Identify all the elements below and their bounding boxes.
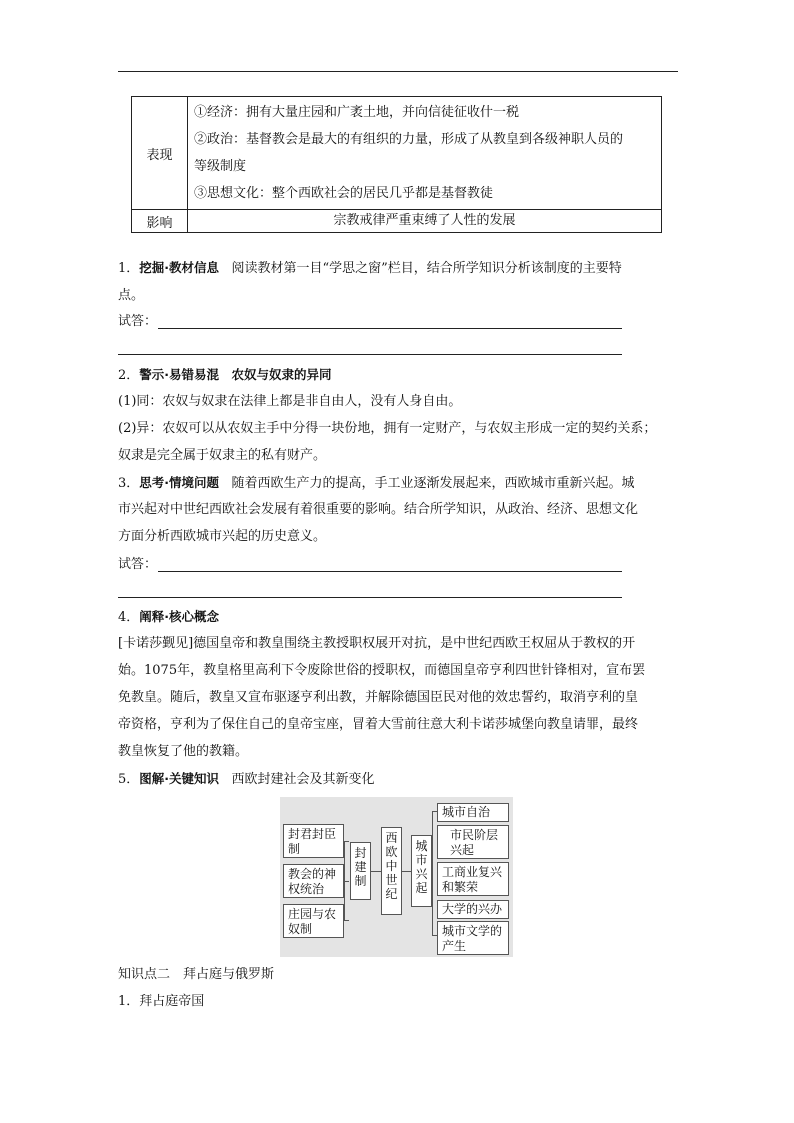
q1-text: 阅读教材第一目“学思之窗”栏目，结合所学知识分析该制度的主要特 [231,261,622,276]
section2-item1: 1．拜占庭帝国 [118,994,205,1009]
box-university: 大学的兴办 [437,900,509,919]
header-rule [118,71,678,72]
box-feudal-system: 封建制 [350,842,371,900]
q1-answer-label: 试答： [118,314,158,329]
box-lord-vassal: 封君封臣制 [283,824,344,858]
performance-line-4: ③思想文化：整个西欧社会的居民几乎都是基督教徒 [194,186,494,201]
q3-title: 思考·情境问题 [139,475,220,490]
q2-line-2: (2)异：农奴可以从农奴主手中分得一块份地，拥有一定财产，与农奴主形成一定的契约关系； [118,421,657,436]
q1-answer-line-1[interactable] [158,328,622,329]
box-manor-serfdom: 庄园与农奴制 [283,904,344,938]
connector-mid [371,871,381,872]
box-city-literature: 城市文学的产生 [437,921,509,955]
q3-text-1: 随着西欧生产力的提高，手工业逐渐发展起来，西欧城市重新兴起。城 [231,476,635,491]
q2-line-3: 奴隶是完全属于奴隶主的私有财产。 [118,448,327,463]
q5-heading: 5．图解·关键知识 西欧封建社会及其新变化 [118,771,375,787]
q2-title: 警示·易错易混 [139,367,220,382]
q4-line-1: [卡诺莎觐见]德国皇帝和教皇围绕主教授职权展开对抗，是中世纪西欧王权屈从于教权的开 [118,636,636,651]
q4-line-2: 始。1075年，教皇格里高利下令废除世俗的授职权，而德国皇帝亨利四世针锋相对，宣布罢 [118,663,646,678]
row-content-influence: 宗教戒律严重束缚了人性的发展 [188,210,662,233]
q5-title: 图解·关键知识 [139,771,220,786]
connector-right [402,871,411,872]
q4-line-3: 免教皇。随后，教皇又宣布驱逐亨利出教，并解除德国臣民对他的效忠誓约，取消亨利的皇 [118,690,639,705]
q3-answer-line-1[interactable] [158,571,622,572]
q4-line-4: 帝资格，亨利为了保住自己的皇帝宝座，冒着大雪前往意大利卡诺莎城堡向教皇请罪，最终 [118,717,639,732]
q1-title: 挖掘·教材信息 [139,260,220,275]
q3-text-3: 方面分析西欧城市兴起的历史意义。 [118,529,327,544]
q4-title: 阐释·核心概念 [139,609,220,624]
row-label-influence: 影响 [132,210,188,233]
feudal-society-diagram [280,797,513,957]
q5-subtitle: 西欧封建社会及其新变化 [231,772,375,787]
q2-heading: 2．警示·易错易混 农奴与奴隶的异同 [118,367,332,383]
row-label-performance: 表现 [132,97,188,210]
box-church-theocracy: 教会的神权统治 [283,864,344,898]
box-city-rise: 城市兴起 [411,835,432,907]
q1-heading: 1．挖掘·教材信息 阅读教材第一目“学思之窗”栏目，结合所学知识分析该制度的主要特 [118,260,622,276]
q3-text-2: 市兴起对中世纪西欧社会发展有着很重要的影响。结合所学知识，从政治、经济、思想文化 [118,502,639,517]
q3-answer-line-2[interactable] [118,597,622,598]
row-content-performance [188,97,662,210]
performance-line-1: ①经济：拥有大量庄园和广袤土地，并向信徒征收什一税 [194,105,520,120]
performance-line-2: ②政治：基督教会是最大的有组织的力量，形成了从教皇到各级神职人员的 [194,132,624,147]
q4-line-5: 教皇恢复了他的教籍。 [118,744,249,759]
q2-line-1: (1)同：农奴与奴隶在法律上都是非自由人，没有人身自由。 [118,394,462,409]
church-table [131,96,662,233]
connector-left [344,881,349,882]
q3-answer-label: 试答： [118,557,158,572]
q1-text-cont: 点。 [118,288,145,303]
performance-line-3: 等级制度 [194,159,247,174]
q3-heading: 3．思考·情境问题 随着西欧生产力的提高，手工业逐渐发展起来，西欧城市重新兴起。城 [118,475,635,491]
box-city-autonomy: 城市自治 [437,803,509,822]
box-burgher-class: 市民阶层兴起 [437,825,509,859]
box-commerce-revival: 工商业复兴和繁荣 [437,862,509,896]
q2-subtitle: 农奴与奴隶的异同 [231,367,332,382]
q4-heading: 4．阐释·核心概念 [118,609,220,625]
section2-title: 知识点二 拜占庭与俄罗斯 [118,967,275,982]
box-medieval-western-europe: 西欧中世纪 [381,827,402,915]
q1-answer-line-2[interactable] [118,354,622,355]
